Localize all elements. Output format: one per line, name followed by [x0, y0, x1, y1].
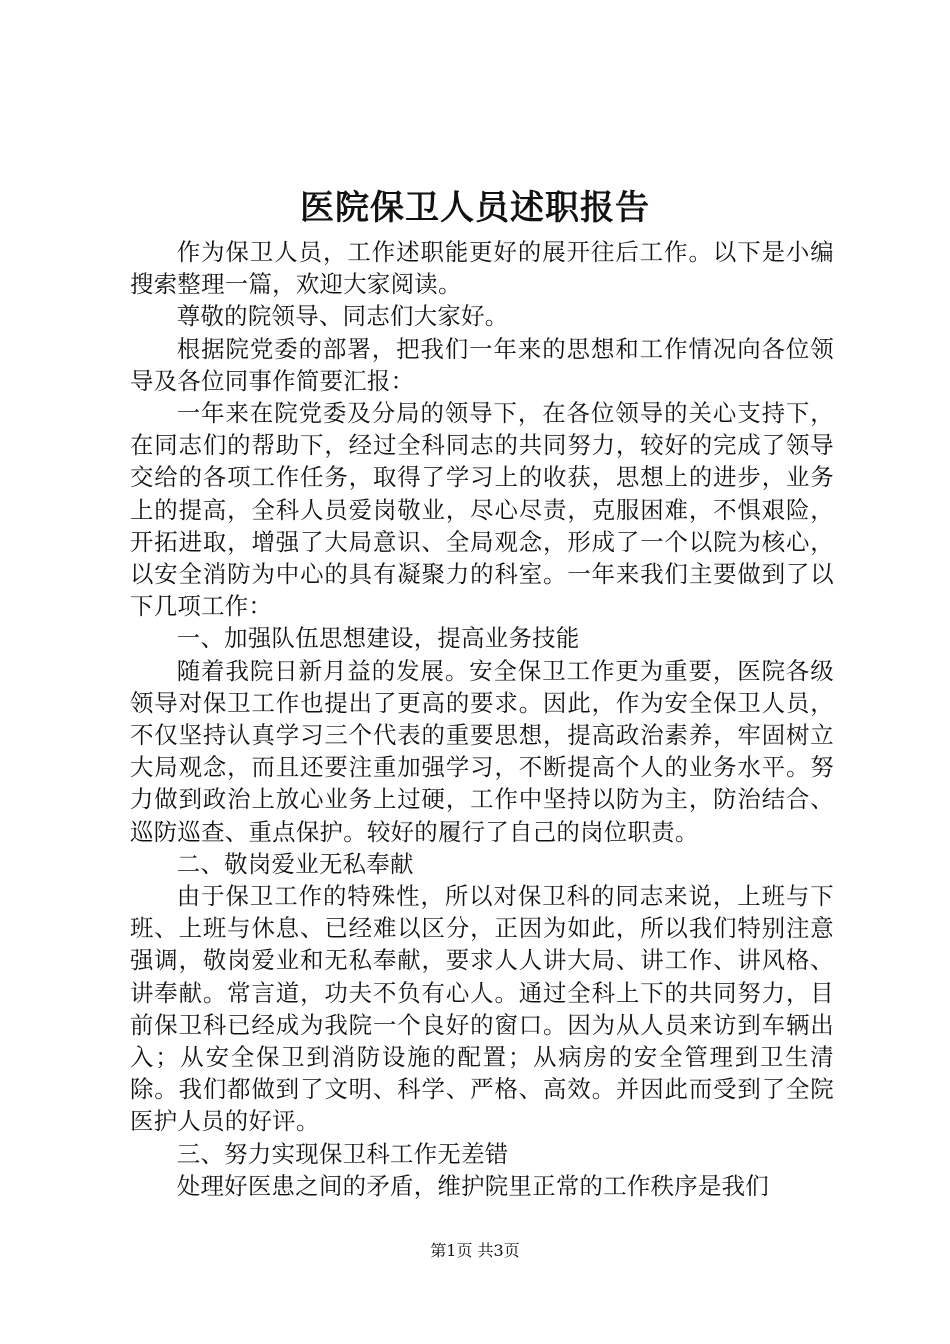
document-title: 医院保卫人员述职报告	[300, 188, 650, 228]
section-heading-1: 一、加强队伍思想建设，提高业务技能	[176, 624, 580, 653]
paragraph-overview: 一年来在院党委及分局的领导下，在各位领导的关心支持下，在同志们的帮助下，经过全科同志的共同努力，较好的完成了领导交给的各项工作任务，取得了学习上的收获，思想上的进步，业务上的提高，全科人员爱岗敬业，尽心尽责，克服困难，不惧艰险，开拓进取，增强了大局意识、全局观念，形成了一个以院为核心，以安全消防为中心的具有凝聚力的科室。一年来我们主要做到了以下几项工作：	[130, 399, 834, 621]
paragraph-section-1: 随着我院日新月益的发展。安全保卫工作更为重要，医院各级领导对保卫工作也提出了更高的要求。因此，作为安全保卫人员，不仅坚持认真学习三个代表的重要思想，提高政治素养，牢固树立大局观念，而且还要注重加强学习，不断提高个人的业务水平。努力做到政治上放心业务上过硬，工作中坚持以防为主，防治结合、巡防巡查、重点保护。较好的履行了自己的岗位职责。	[130, 656, 834, 846]
section-heading-2: 二、敬岗爱业无私奉献	[176, 849, 414, 878]
paragraph-section-2: 由于保卫工作的特殊性，所以对保卫科的同志来说，上班与下班、上班与休息、已经难以区分，正因为如此，所以我们特别注意强调，敬岗爱业和无私奉献，要求人人讲大局、讲工作、讲风格、讲奉献。常言道，功夫不负有心人。通过全科上下的共同努力，目前保卫科已经成为我院一个良好的窗口。因为从人员来访到车辆出入；从安全保卫到消防设施的配置；从病房的安全管理到卫生清除。我们都做到了文明、科学、严格、高效。并因此而受到了全院医护人员的好评。	[130, 882, 834, 1136]
paragraph-preface: 根据院党委的部署，把我们一年来的思想和工作情况向各位领导及各位同事作简要汇报：	[130, 334, 834, 395]
paragraph-intro: 作为保卫人员，工作述职能更好的展开往后工作。以下是小编搜索整理一篇，欢迎大家阅读。	[130, 238, 834, 299]
section-heading-3: 三、努力实现保卫科工作无差错	[176, 1139, 509, 1168]
page-number-footer: 第1页 共3页	[430, 1241, 520, 1260]
paragraph-greeting: 尊敬的院领导、同志们大家好。	[176, 302, 509, 331]
document-body	[130, 236, 834, 1202]
paragraph-section-3: 处理好医患之间的矛盾，维护院里正常的工作秩序是我们	[176, 1171, 770, 1200]
